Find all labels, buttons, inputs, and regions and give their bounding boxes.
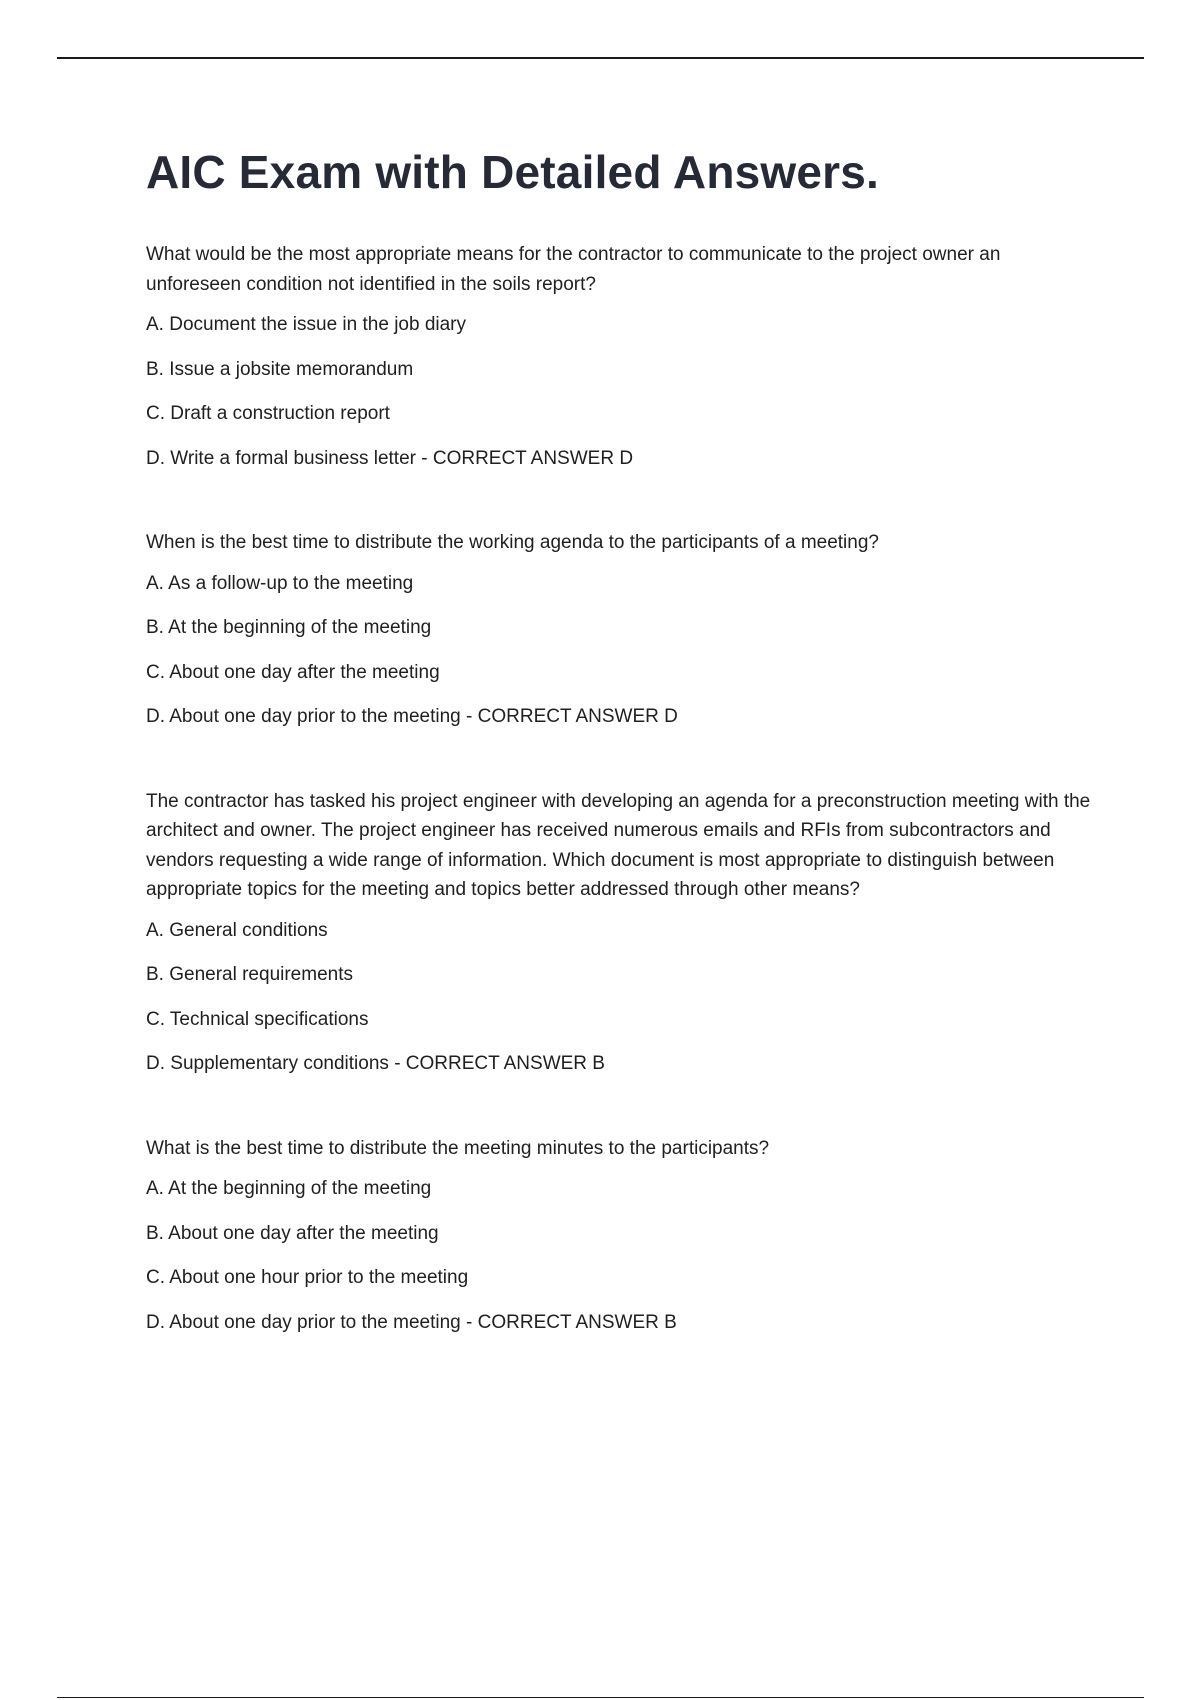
header-rule <box>57 57 1144 59</box>
question-block-4 <box>146 1134 1096 1338</box>
answer-option-b: B. General requirements <box>146 964 353 985</box>
question-block-1 <box>146 240 1096 473</box>
answer-option-a: A. As a follow-up to the meeting <box>146 572 414 594</box>
answer-option-b: B. At the beginning of the meeting <box>146 617 432 638</box>
answer-option-d: D. About one day prior to the meeting - CORRECT ANSWER D <box>146 706 678 727</box>
answer-option-c: C. Technical specifications <box>146 1008 369 1030</box>
answer-option-b: B. Issue a jobsite memorandum <box>146 358 414 380</box>
answer-option-d: D. About one day prior to the meeting - CORRECT ANSWER B <box>146 1311 677 1333</box>
question-text: What would be the most appropriate means for the contractor to communicate to the project owner an unforeseen condition not identified in the soils report? <box>146 244 1001 295</box>
answer-option-d: D. Supplementary conditions - CORRECT ANSWER B <box>146 1053 605 1074</box>
answer-option-c: C. About one day after the meeting <box>146 661 440 683</box>
document-title: AIC Exam with Detailed Answers. <box>146 146 880 198</box>
answer-option-b: B. About one day after the meeting <box>146 1222 439 1244</box>
answer-option-c: C. About one hour prior to the meeting <box>146 1267 469 1288</box>
question-text: The contractor has tasked his project engineer with developing an agenda for a preconstruction meeting with the architect and owner. The project engineer has received numerous emails and RFIs from subcontractors and vendors requesting a wide range of information. Which document is most appropriate to distinguish between appropriate topics for the meeting and topics better addressed through other means? <box>146 790 1091 900</box>
question-block-3 <box>146 787 1096 1079</box>
question-block-2 <box>146 528 1096 732</box>
answer-option-d: D. Write a formal business letter - CORRECT ANSWER D <box>146 447 634 469</box>
document-body <box>146 140 1096 1392</box>
answer-option-c: C. Draft a construction report <box>146 403 390 424</box>
answer-option-a: A. At the beginning of the meeting <box>146 1178 432 1199</box>
question-text: When is the best time to distribute the working agenda to the participants of a meeting? <box>146 532 879 553</box>
answer-option-a: A. Document the issue in the job diary <box>146 314 467 335</box>
footer-rule <box>57 1697 1144 1698</box>
answer-option-a: A. General conditions <box>146 919 328 941</box>
question-text: What is the best time to distribute the meeting minutes to the participants? <box>146 1137 770 1159</box>
